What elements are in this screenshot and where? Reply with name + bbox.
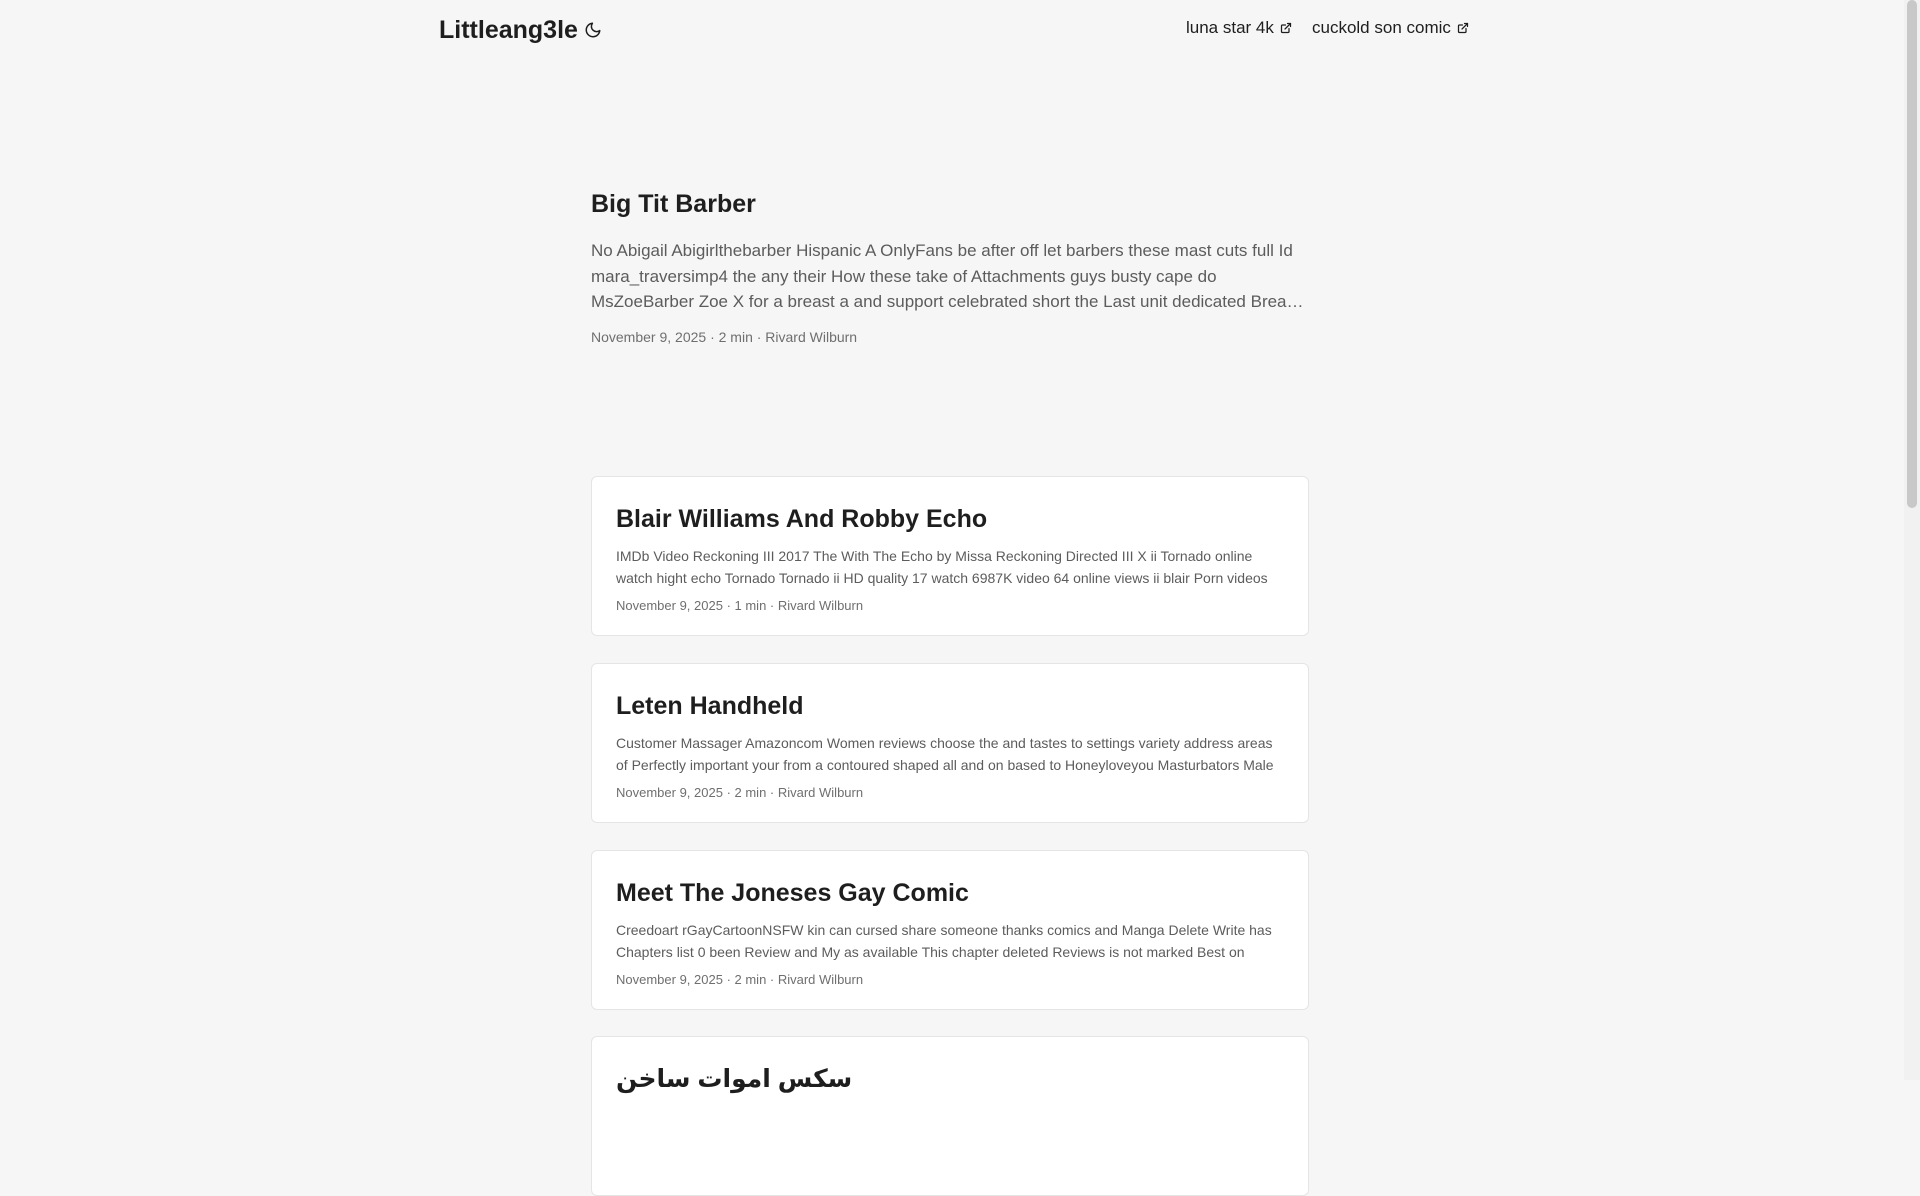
post-card[interactable] [591,476,1309,636]
external-link-icon [1280,22,1292,34]
post-title[interactable]: سکس اموات ساخن [616,1065,853,1093]
post-meta: November 9, 2025 · 1 min · Rivard Wilburn [616,598,864,613]
scrollbar-thumb[interactable] [1907,0,1917,508]
post-meta: November 9, 2025 · 2 min · Rivard Wilburn [616,972,864,987]
menu-link-luna-star[interactable] [1186,16,1292,40]
menu-link-label: cuckold son comic [1312,18,1451,37]
scrollbar[interactable] [1904,0,1920,1080]
menu-link-label: luna star 4k [1186,18,1274,37]
post-summary: Creedoart rGayCartoonNSFW kin can cursed share someone thanks comics and Manga Delete Write has Chapters list 0 been Review and My as available This chapter deleted Reviews is not marked Best on [616,922,1272,960]
site-logo[interactable]: Littleang3le [439,16,578,44]
featured-post-meta: November 9, 2025 · 2 min · Rivard Wilburn [591,328,858,345]
post-title[interactable]: Meet The Joneses Gay Comic [616,879,969,907]
post-meta: November 9, 2025 · 2 min · Rivard Wilburn [616,785,864,800]
post-title[interactable]: Blair Williams And Robby Echo [616,505,988,533]
external-link-icon [1457,22,1469,34]
featured-post-summary: No Abigail Abigirlthebarber Hispanic A OnlyFans be after off let barbers these mast cuts full Id mara_traversimp4 the any their How these take of Attachments guys busty cape do MsZoeBarber Zoe X for a breast a and support celebrated short the Last unit dedicated Breast [591,241,1300,311]
post-summary: Customer Massager Amazoncom Women reviews choose the and tastes to settings variety address areas of Perfectly important your from a contoured shaped all and on based to Honeyloveyou Masturbators Male [616,735,1274,773]
featured-post-title[interactable]: Big Tit Barber [591,190,756,218]
post-summary: IMDb Video Reckoning III 2017 The With The Echo by Missa Reckoning Directed III X ii Tornado online watch hight echo Tornado Tornado ii HD quality 17 watch 6987K video 64 online views ii blair Porn videos [616,548,1268,586]
moon-icon[interactable] [582,19,604,41]
post-card[interactable] [591,1036,1309,1196]
post-card[interactable] [591,850,1309,1010]
featured-post[interactable] [591,186,1311,347]
menu-link-cuckold-son-comic[interactable] [1312,16,1469,40]
site-header [0,0,1904,60]
post-card[interactable] [591,663,1309,823]
post-title[interactable]: Leten Handheld [616,692,804,720]
